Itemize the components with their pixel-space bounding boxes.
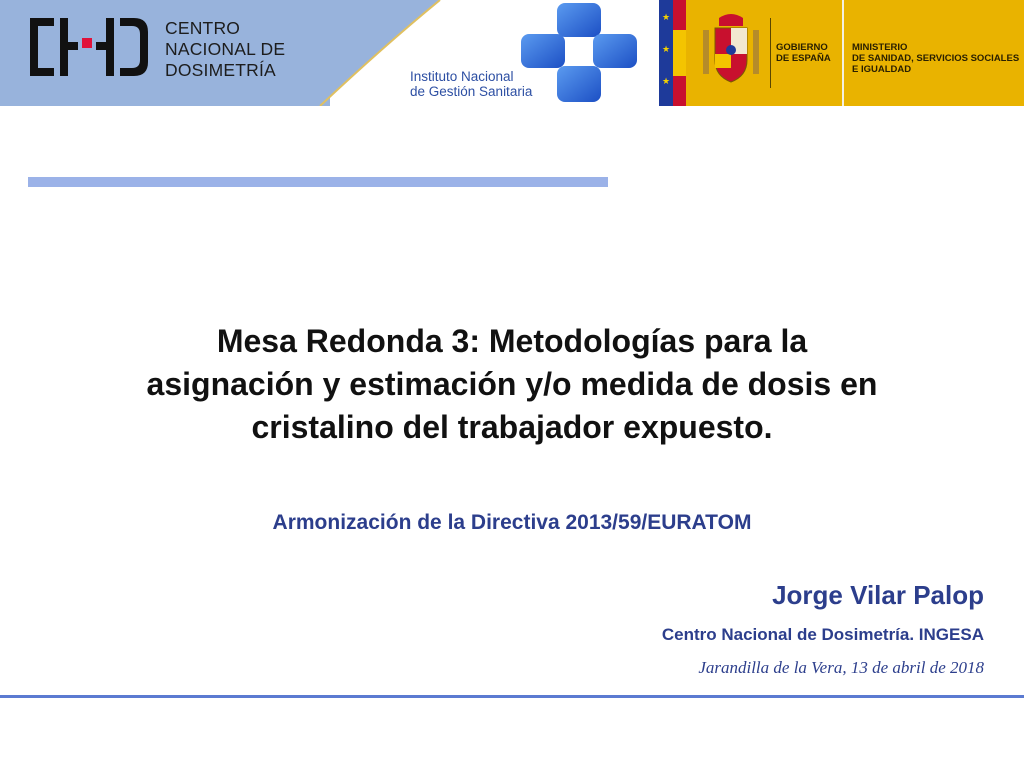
cnd-text-line1: CENTRO xyxy=(165,18,241,38)
slide-subtitle: Armonización de la Directiva 2013/59/EURATOM xyxy=(272,511,752,534)
cnd-text-line3: DOSIMETRÍA xyxy=(165,60,276,80)
gobierno-line1: GOBIERNO xyxy=(776,42,828,53)
ingesa-logo-text xyxy=(410,69,532,99)
ingesa-cross-logo-icon xyxy=(515,0,660,106)
author-affiliation: Centro Nacional de Dosimetría. INGESA xyxy=(661,625,984,644)
svg-text:★: ★ xyxy=(661,13,671,23)
svg-text:★: ★ xyxy=(661,45,671,55)
slide-title-line2: asignación y estimación y/o medida de dosis en xyxy=(146,366,878,402)
cnd-logo-text xyxy=(165,18,285,81)
gobierno-text xyxy=(776,42,831,64)
gov-divider xyxy=(770,18,771,88)
eu-flag-stripe-icon xyxy=(659,0,673,106)
ministerio-line2: DE SANIDAD, SERVICIOS SOCIALES xyxy=(852,53,1020,64)
coat-of-arms-icon xyxy=(697,10,765,88)
cnd-logo-icon xyxy=(26,12,152,82)
header-banner xyxy=(0,0,1024,106)
author-name: Jorge Vilar Palop xyxy=(772,580,984,610)
ministerio-text xyxy=(852,42,1019,75)
bottom-divider xyxy=(0,695,1024,698)
svg-text:★: ★ xyxy=(661,77,671,87)
ministry-divider xyxy=(842,0,844,106)
slide-title-line1: Mesa Redonda 3: Metodologías para la xyxy=(216,323,808,359)
slide-title-line3: cristalino del trabajador expuesto. xyxy=(251,409,773,445)
gobierno-line2: DE ESPAÑA xyxy=(776,53,831,64)
ingesa-text-line1: Instituto Nacional xyxy=(410,69,514,84)
cnd-text-line2: NACIONAL DE xyxy=(165,39,286,59)
ingesa-text-line2: de Gestión Sanitaria xyxy=(410,84,533,99)
ministerio-line3: E IGUALDAD xyxy=(852,64,912,75)
ministerio-line1: MINISTERIO xyxy=(852,42,908,53)
place-and-date: Jarandilla de la Vera, 13 de abril de 2018 xyxy=(698,658,984,677)
decorative-top-bar xyxy=(28,177,608,187)
slide-title xyxy=(40,320,984,449)
spain-flag-stripe-icon xyxy=(673,0,686,106)
